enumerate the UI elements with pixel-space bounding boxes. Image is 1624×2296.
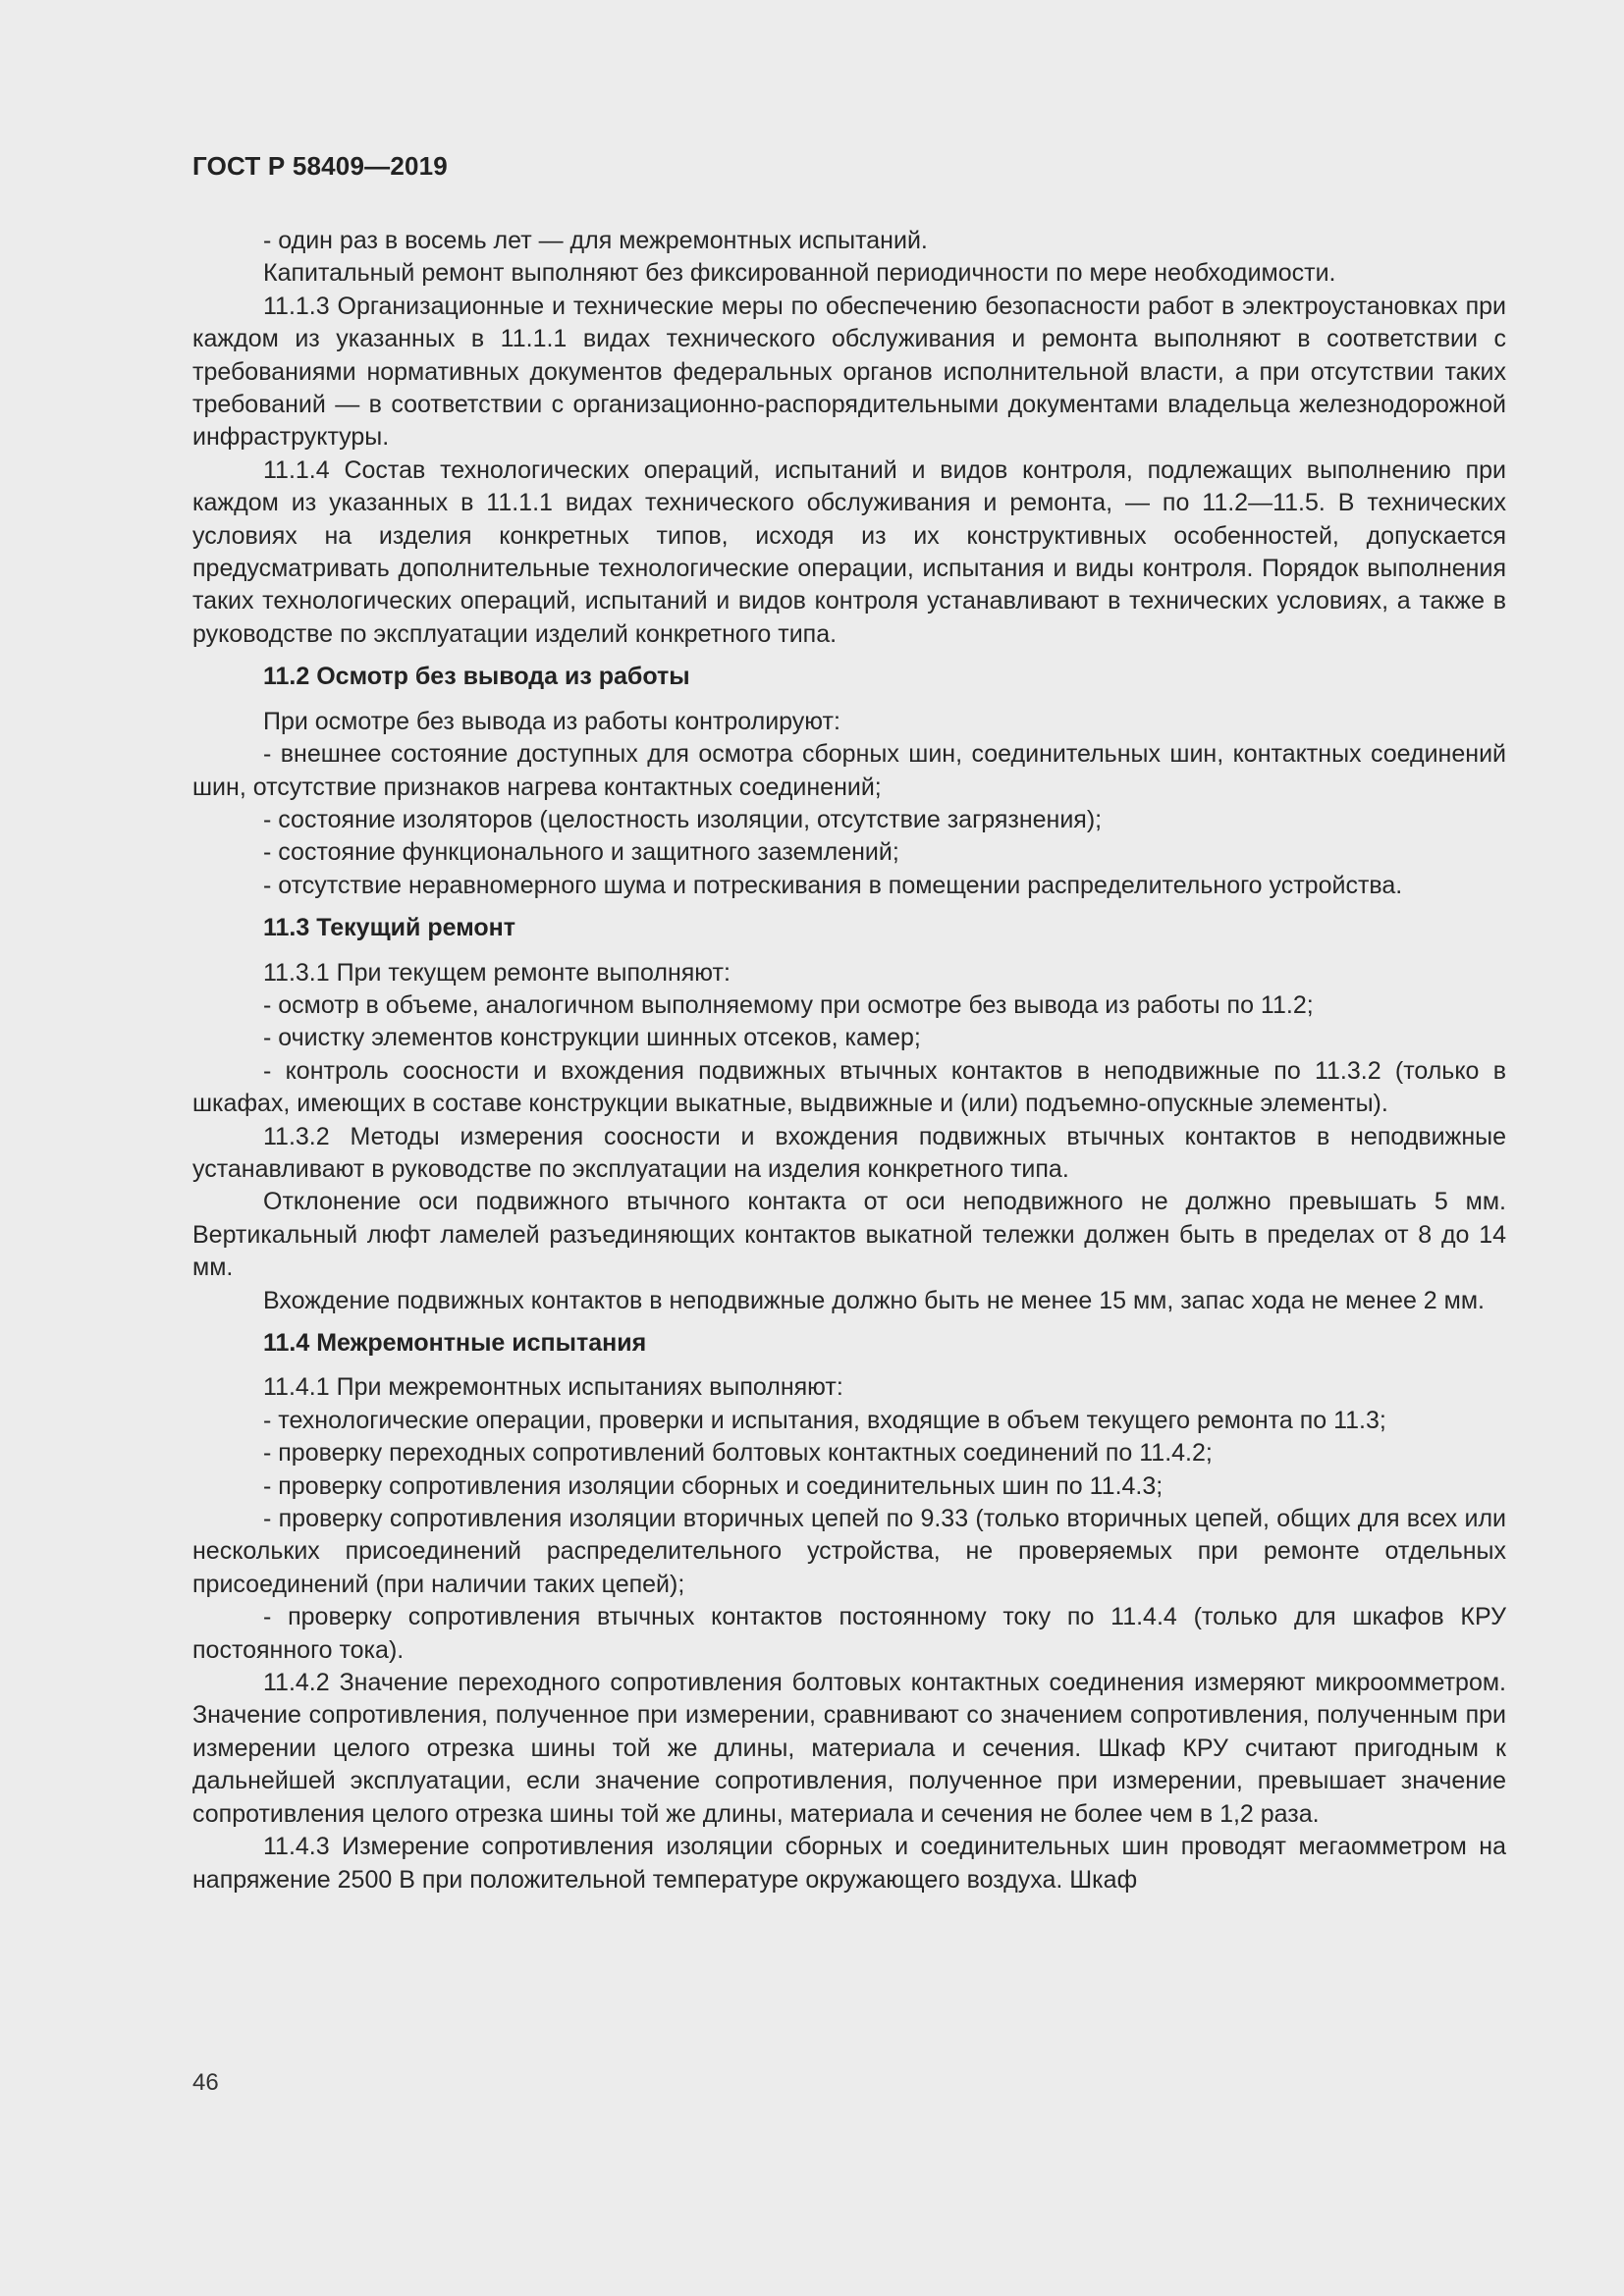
list-item: - состояние функционального и защитного заземлений; bbox=[263, 838, 899, 867]
document-body bbox=[192, 225, 1506, 1896]
list-item: - состояние изоляторов (целостность изоляции, отсутствие загрязнения); bbox=[263, 805, 1103, 833]
page-number: 46 bbox=[192, 2069, 219, 2096]
paragraph: Вхождение подвижных контактов в неподвижные должно быть не менее 15 мм, запас хода не менее 2 мм. bbox=[263, 1286, 1485, 1314]
list-item: - внешнее состояние доступных для осмотра сборных шин, соединительных шин, контактных соединений шин, отсутствие признаков нагрева контактных соединений; bbox=[192, 740, 1506, 801]
paragraph: 11.4.1 При межремонтных испытаниях выполняют: bbox=[263, 1373, 843, 1402]
list-item: - осмотр в объеме, аналогичном выполняемому при осмотре без вывода из работы по 11.2; bbox=[263, 990, 1314, 1019]
paragraph: 11.1.4 Состав технологических операций, испытаний и видов контроля, подлежащих выполнению при каждом из указанных в 11.1.1 видах технического обслуживания и ремонта, — по 11.2—11.5. В технических условиях на изделия конкретных типов, исходя из их конструктивных особенностей, допускается предусматривать дополнительные технологические операции, испытания и виды контроля. Порядок выполнения таких технологических операций, испытаний и видов контроля устанавливают в технических условиях, а также в руководстве по эксплуатации изделий конкретного типа. bbox=[192, 455, 1506, 648]
list-item: - технологические операции, проверки и испытания, входящие в объем текущего ремонта по 11.3; bbox=[263, 1406, 1386, 1434]
section-heading: 11.3 Текущий ремонт bbox=[263, 914, 515, 942]
paragraph: 11.1.3 Организационные и технические меры по обеспечению безопасности работ в электроустановках при каждом из указанных в 11.1.1 видах технического обслуживания и ремонта выполняют в соответствии с требованиями нормативных документов федеральных органов исполнительной власти, а при отсутствии таких требований — в соответствии с организационно-распорядительными документами владельца железнодорожной инфраструктуры. bbox=[192, 292, 1506, 452]
paragraph: 11.3.2 Методы измерения соосности и вхождения подвижных втычных контактов в неподвижные устанавливают в руководстве по эксплуатации на изделия конкретного типа. bbox=[192, 1122, 1506, 1183]
paragraph: Капитальный ремонт выполняют без фиксированной периодичности по мере необходимости. bbox=[263, 259, 1336, 288]
paragraph: - один раз в восемь лет — для межремонтных испытаний. bbox=[263, 227, 928, 254]
list-item: - проверку сопротивления изоляции сборных и соединительных шин по 11.4.3; bbox=[263, 1471, 1164, 1500]
list-item: - проверку сопротивления изоляции вторичных цепей по 9.33 (только вторичных цепей, общих для всех или нескольких присоединений распределительного устройства, не проверяемых при ремонте отдельных присоединений (при наличии таких цепей); bbox=[192, 1505, 1506, 1598]
paragraph: При осмотре без вывода из работы контролируют: bbox=[263, 707, 840, 735]
list-item: - проверку сопротивления втычных контактов постоянному току по 11.4.4 (только для шкафов КРУ постоянного тока). bbox=[192, 1603, 1506, 1664]
list-item: - контроль соосности и вхождения подвижных втычных контактов в неподвижные по 11.3.2 (только в шкафах, имеющих в составе конструкции выкатные, выдвижные и (или) подъемно-опускные элементы). bbox=[192, 1056, 1506, 1118]
paragraph: 11.3.1 При текущем ремонте выполняют: bbox=[263, 958, 731, 987]
section-heading: 11.2 Осмотр без вывода из работы bbox=[263, 663, 690, 691]
paragraph: Отклонение оси подвижного втычного контакта от оси неподвижного не должно превышать 5 мм. Вертикальный люфт ламелей разъединяющих контактов выкатной тележки должен быть в пределах от 8 до 14 мм. bbox=[192, 1188, 1506, 1282]
paragraph: 11.4.2 Значение переходного сопротивления болтовых контактных соединения измеряют микроомметром. Значение сопротивления, полученное при измерении, сравнивают со значением сопротивления, полученным при измерении целого отрезка шины той же длины, материала и сечения. Шкаф КРУ считают пригодным к дальнейшей эксплуатации, если значение сопротивления, полученное при измерении, превышает значение сопротивления целого отрезка шины той же длины, материала и сечения не более чем в 1,2 раза. bbox=[192, 1669, 1506, 1828]
paragraph: 11.4.3 Измерение сопротивления изоляции сборных и соединительных шин проводят мегаомметром на напряжение 2500 В при положительной температуре окружающего воздуха. Шкаф bbox=[192, 1833, 1506, 1894]
list-item: - очистку элементов конструкции шинных отсеков, камер; bbox=[263, 1024, 921, 1052]
list-item: - отсутствие неравномерного шума и потрескивания в помещении распределительного устройства. bbox=[263, 871, 1403, 899]
list-item: - проверку переходных сопротивлений болтовых контактных соединений по 11.4.2; bbox=[263, 1439, 1213, 1468]
section-heading: 11.4 Межремонтные испытания bbox=[263, 1329, 647, 1357]
document-header: ГОСТ Р 58409—2019 bbox=[192, 151, 448, 181]
